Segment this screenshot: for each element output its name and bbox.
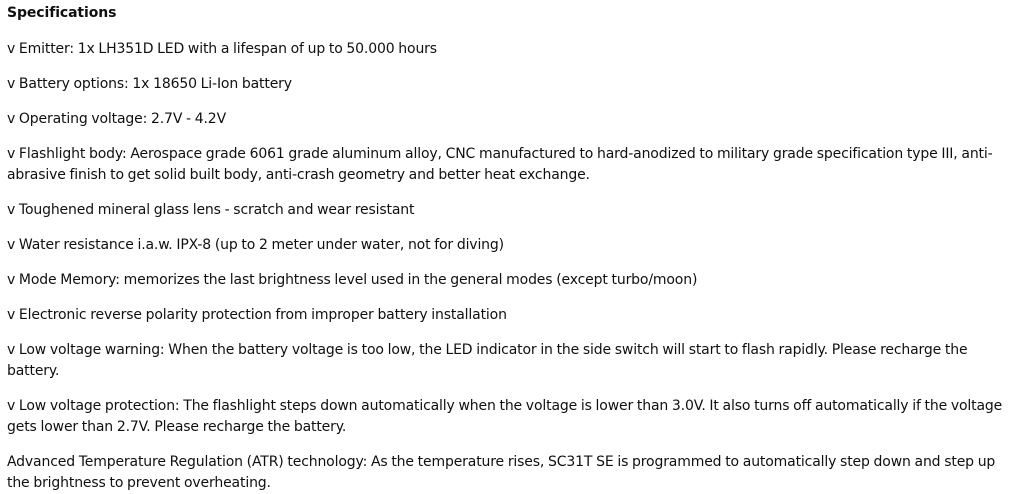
spec-item-battery-options: v Battery options: 1x 18650 Li-Ion battery bbox=[7, 76, 292, 92]
spec-item-temperature-regulation: Advanced Temperature Regulation (ATR) technology: As the temperature rises, SC31T SE is programmed to automatically step down and step up the brightness to prevent overheating. bbox=[7, 454, 996, 491]
spec-item-low-voltage-protection: v Low voltage protection: The flashlight steps down automatically when the voltage is lower than 3.0V. It also turns off automatically if the voltage gets lower than 2.7V. Please recharge the battery. bbox=[7, 398, 1003, 435]
spec-item-mode-memory: v Mode Memory: memorizes the last brightness level used in the general modes (except turbo/moon) bbox=[7, 272, 698, 288]
spec-item-water-resistance: v Water resistance i.a.w. IPX-8 (up to 2 meter under water, not for diving) bbox=[7, 237, 504, 253]
spec-list bbox=[7, 39, 1016, 494]
spec-item-flashlight-body: v Flashlight body: Aerospace grade 6061 grade aluminum alloy, CNC manufactured to hard-anodized to military grade specification type III, anti-abrasive finish to get solid built body, anti-crash geometry and better heat exchange. bbox=[7, 146, 993, 183]
spec-item-operating-voltage: v Operating voltage: 2.7V - 4.2V bbox=[7, 111, 226, 127]
spec-item-reverse-polarity: v Electronic reverse polarity protection from improper battery installation bbox=[7, 307, 507, 323]
section-heading: Specifications bbox=[7, 5, 117, 21]
spec-item-emitter: v Emitter: 1x LH351D LED with a lifespan of up to 50.000 hours bbox=[7, 41, 437, 57]
spec-item-lens: v Toughened mineral glass lens - scratch and wear resistant bbox=[7, 202, 415, 218]
spec-item-low-voltage-warning: v Low voltage warning: When the battery voltage is too low, the LED indicator in the side switch will start to flash rapidly. Please recharge the battery. bbox=[7, 342, 968, 379]
